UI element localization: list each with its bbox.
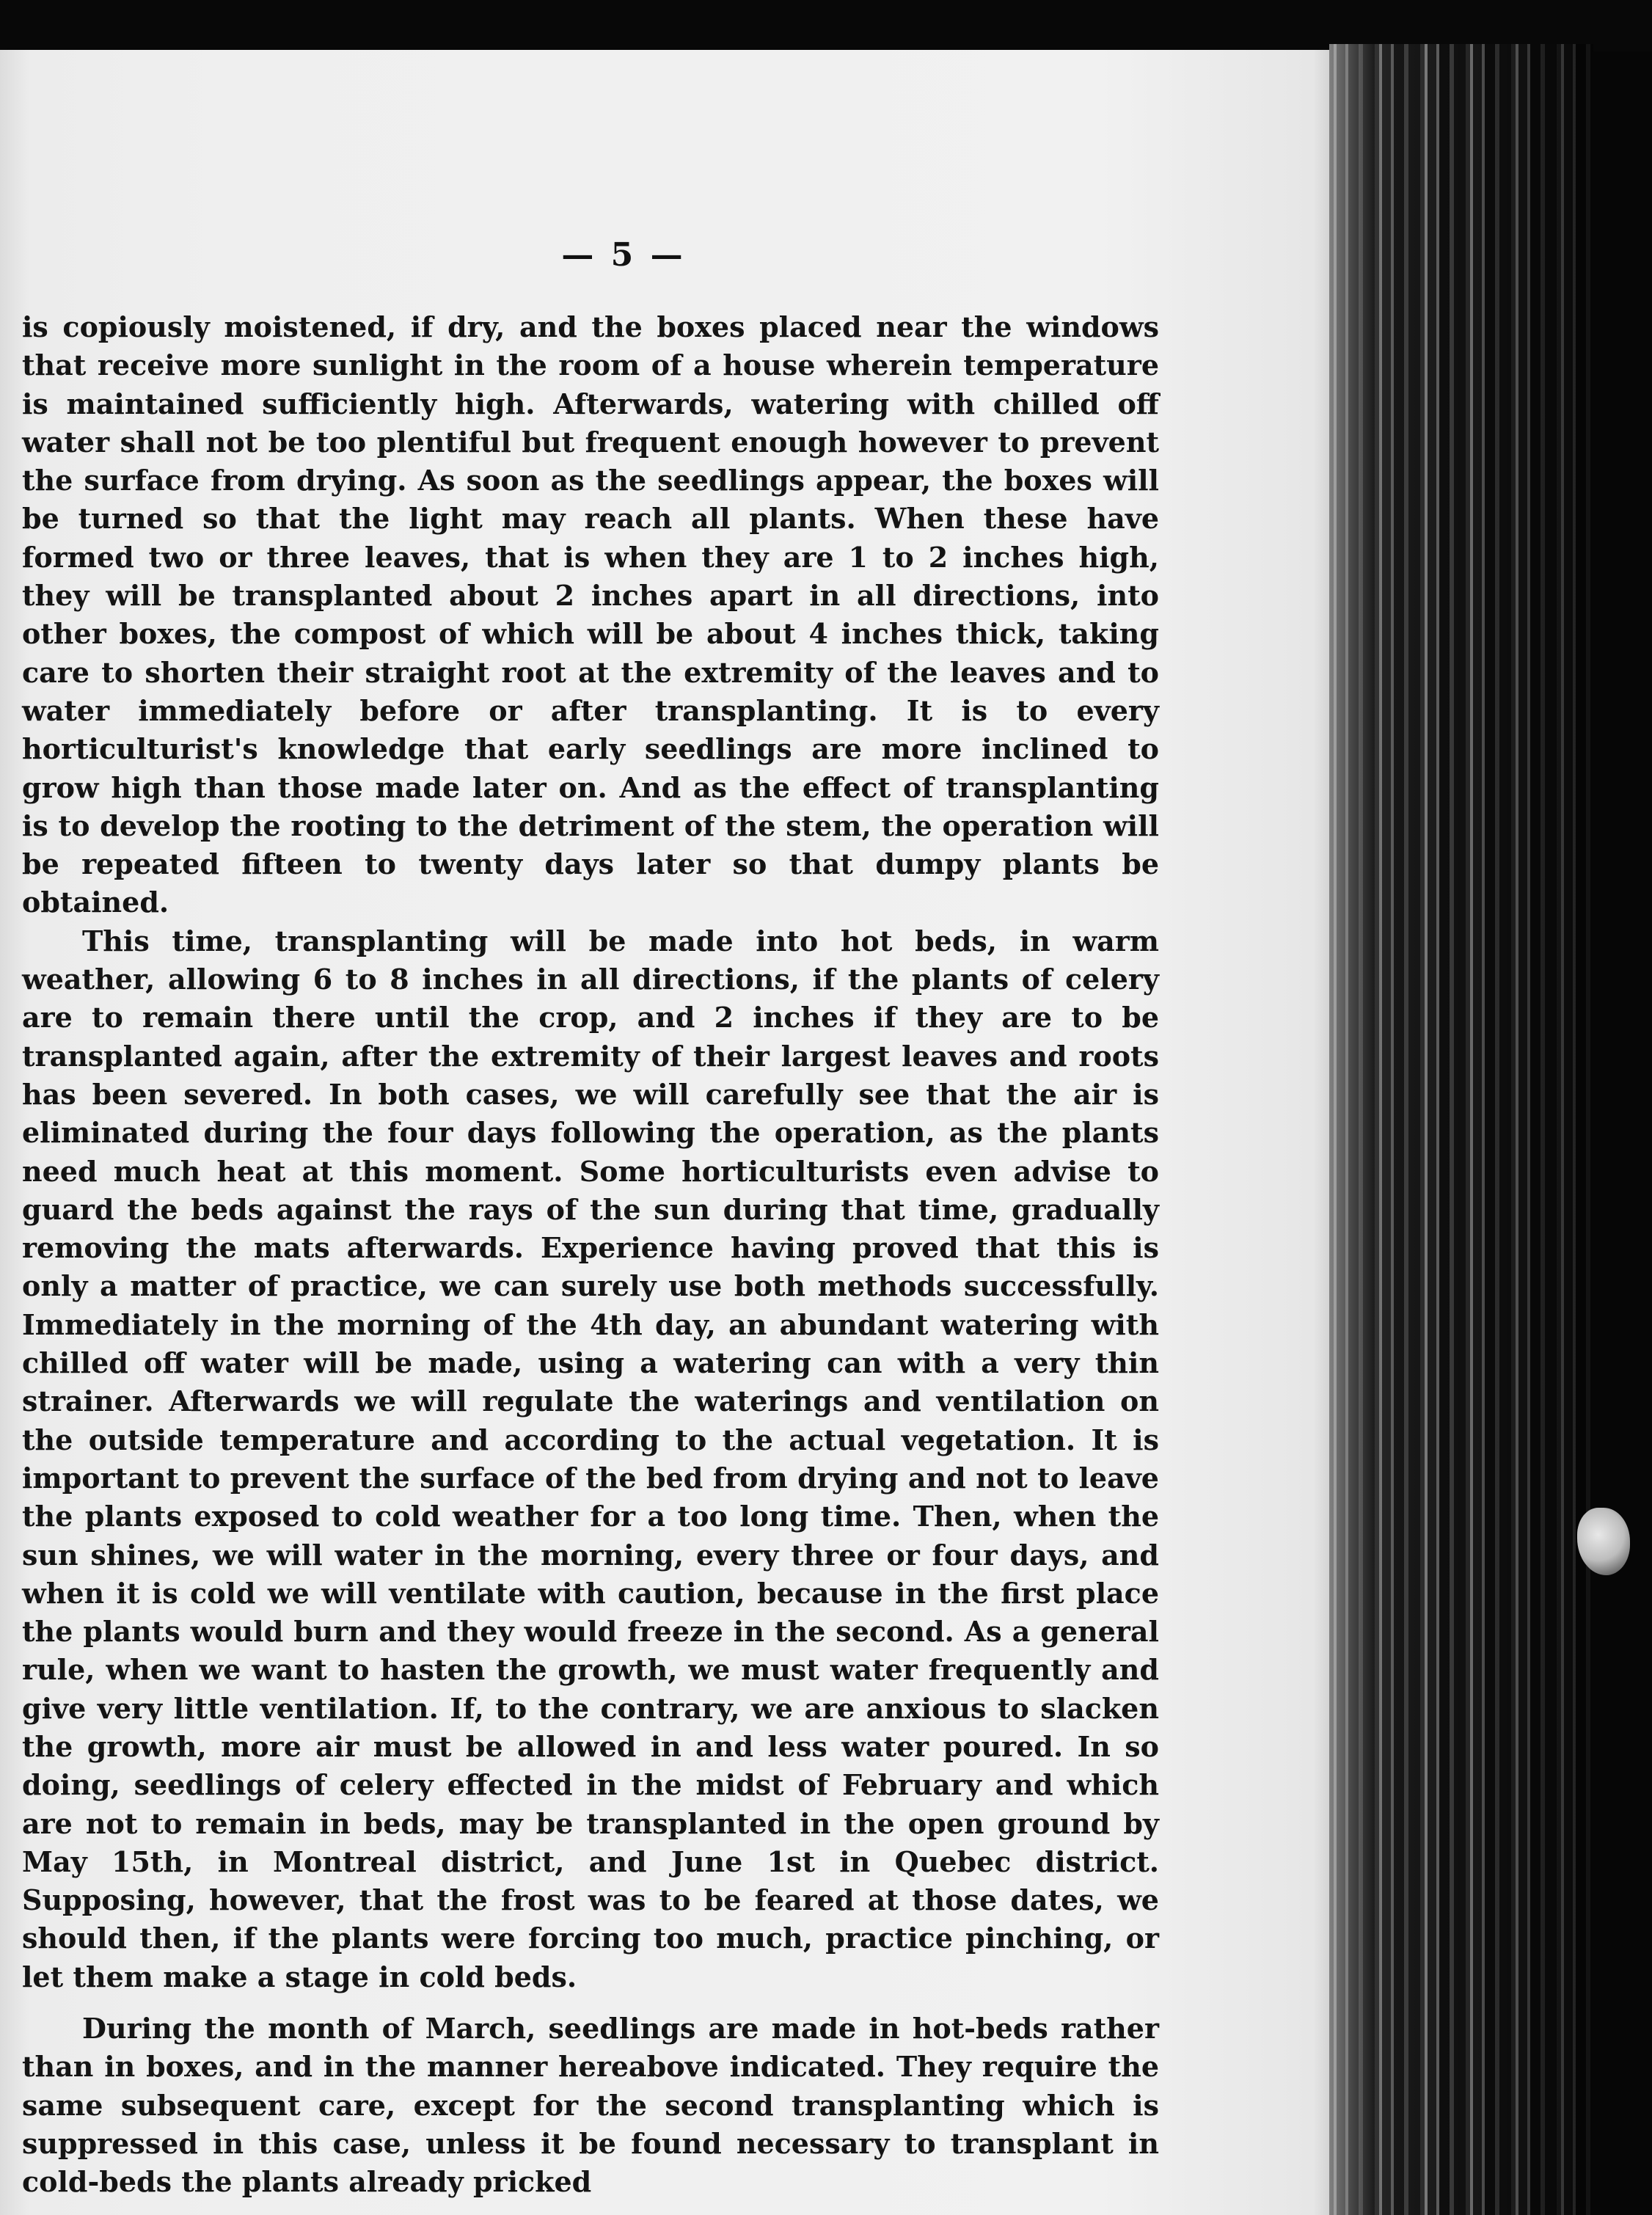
page-edges-shading xyxy=(1329,44,1593,2215)
paragraph-3: During the month of March, seedlings are made in hot-beds rather than in boxes, and in the manner hereabove indicated. They require the same subsequent care, except for the second transplanting which is suppressed in this case, unless it be found necessary to transplant in cold-beds the plants already pricked xyxy=(22,2012,1159,2199)
paragraph-1: is copiously moistened, if dry, and the boxes placed near the windows that receive more sunlight in the room of a house wherein temperature is maintained sufficiently high. Afterwards, watering with chilled off water shall not be too plentiful but frequent enough however to prevent the surface from drying. As soon as the seedlings appear, the boxes will be turned so that the light may reach all plants. When these have formed two or three leaves, that is when they are 1 to 2 inches high, they will be transplanted about 2 inches apart in all directions, into other boxes, the compost of which will be about 4 inches thick, taking care to shorten their straight root at the extremity of the leaves and to water immediately before or after transplanting. It is to every horticulturist's knowledge that early seedlings are more inclined to grow high than those made later on. And as the effect of transplanting is to develop the rooting to the detriment of the stem, the operation will be repeated fifteen to twenty days later so that dumpy plants be obtained. xyxy=(22,310,1159,919)
page-number: — 5 — xyxy=(561,236,686,274)
paragraph-2: This time, transplanting will be made into hot beds, in warm weather, allowing 6 to 8 inches in all directions, if the plants of celery are to remain there until the crop, and 2 inches if they are to be transplanted again, after the extremity of their largest leaves and roots has been severed. In both cases, we will carefully see that the air is eliminated during the four days following the operation, as the plants need much heat at this moment. Some horticulturists even advise to guard the beds against the rays of the sun during that time, gradually removing the mats afterwards. Experience having proved that this is only a matter of practice, we can surely use both methods successfully. Immediately in the morning of the 4th day, an abundant watering with chilled off water will be made, using a watering can with a very thin strainer. Afterwards we will regulate the waterings and ventilation on the outside temperature and according to the actual vegetation. It is important to prevent the surface of the bed from drying and not to leave the plants exposed to cold weather for a too long time. Then, when the sun shines, we will water in the morning, every three or four days, and when it is cold we will ventilate with caution, because in the first place the plants would burn and they would freeze in the second. As a general rule, when we want to hasten the growth, we must water frequently and give very little ventilation. If, to the contrary, we are anxious to slacken the growth, more air must be allowed in and less water poured. In so doing, seedlings of celery effected in the midst of February and which are not to remain in beds, may be transplanted in the open ground by May 15th, in Montreal district, and June 1st in Quebec district. Supposing, however, that the frost was to be feared at those dates, we should then, if the plants were forcing too much, practice pinching, or let them make a stage in cold beds. xyxy=(22,924,1159,1993)
body-text xyxy=(22,308,1159,2202)
